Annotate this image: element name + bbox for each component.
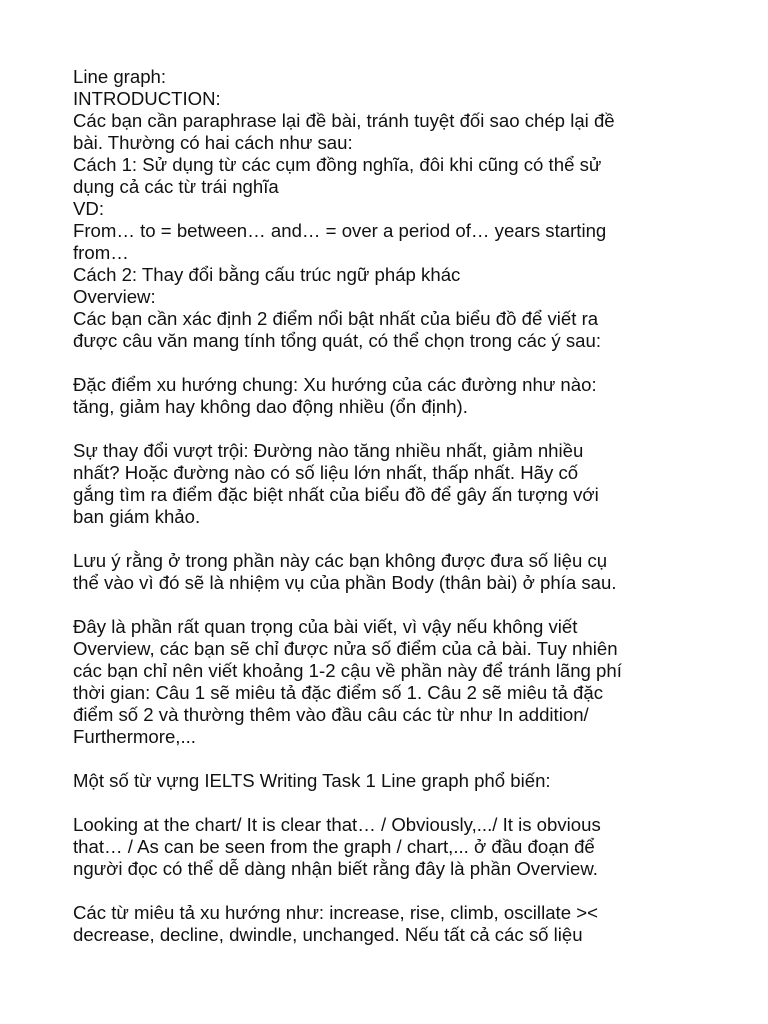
text-line: Overview: (73, 286, 156, 307)
text-line: được câu văn mang tính tổng quát, có thể chọn trong các ý sau: (73, 330, 602, 351)
text-line: Đây là phần rất quan trọng của bài viết, vì vậy nếu không viết (73, 616, 578, 637)
text-line: thể vào vì đó sẽ là nhiệm vụ của phần Body (thân bài) ở phía sau. (73, 572, 617, 593)
paragraph-gap (73, 352, 733, 374)
text-line: Sự thay đổi vượt trội: Đường nào tăng nhiều nhất, giảm nhiều (73, 440, 584, 461)
text-line: Looking at the chart/ It is clear that… / Obviously,.../ It is obvious (73, 814, 601, 835)
text-line: that… / As can be seen from the graph / chart,... ở đầu đoạn để (73, 836, 595, 857)
text-line: tăng, giảm hay không dao động nhiều (ổn định). (73, 396, 468, 417)
text-line: from… (73, 242, 129, 263)
text-line: Các bạn cần paraphrase lại đề bài, tránh tuyệt đối sao chép lại đề (73, 110, 615, 131)
text-line: Lưu ý rằng ở trong phần này các bạn không được đưa số liệu cụ (73, 550, 608, 571)
text-line: INTRODUCTION: (73, 88, 221, 109)
text-line: ban giám khảo. (73, 506, 201, 527)
text-line: Đặc điểm xu hướng chung: Xu hướng của các đường như nào: (73, 374, 597, 395)
text-line: thời gian: Câu 1 sẽ miêu tả đặc điểm số 1. Câu 2 sẽ miêu tả đặc (73, 682, 604, 703)
text-line: Cách 2: Thay đổi bằng cấu trúc ngữ pháp khác (73, 264, 461, 285)
text-line: Các từ miêu tả xu hướng như: increase, rise, climb, oscillate >< (73, 902, 598, 923)
paragraph-gap (73, 880, 733, 902)
paragraph-gap (73, 418, 733, 440)
text-line: Một số từ vựng IELTS Writing Task 1 Line graph phổ biến: (73, 770, 551, 791)
text-line: gắng tìm ra điểm đặc biệt nhất của biểu đồ để gây ấn tượng với (73, 484, 599, 505)
document-body (73, 66, 733, 946)
text-line: dụng cả các từ trái nghĩa (73, 176, 279, 197)
text-line: người đọc có thể dễ dàng nhận biết rằng đây là phần Overview. (73, 858, 598, 879)
text-line: Cách 1: Sử dụng từ các cụm đồng nghĩa, đôi khi cũng có thể sử (73, 154, 602, 175)
paragraph-gap (73, 594, 733, 616)
text-line: Các bạn cần xác định 2 điểm nổi bật nhất của biểu đồ để viết ra (73, 308, 599, 329)
text-line: bài. Thường có hai cách như sau: (73, 132, 353, 153)
text-line: decrease, decline, dwindle, unchanged. Nếu tất cả các số liệu (73, 924, 583, 945)
paragraph-gap (73, 748, 733, 770)
text-line: From… to = between… and… = over a period of… years starting (73, 220, 607, 241)
text-line: các bạn chỉ nên viết khoảng 1-2 cậu về phần này để tránh lãng phí (73, 660, 622, 681)
text-line: Line graph: (73, 66, 167, 87)
text-line: Furthermore,... (73, 726, 196, 747)
text-line: VD: (73, 198, 104, 219)
text-line: điểm số 2 và thường thêm vào đầu câu các từ như In addition/ (73, 704, 589, 725)
paragraph-gap (73, 792, 733, 814)
text-line: nhất? Hoặc đường nào có số liệu lớn nhất, thấp nhất. Hãy cố (73, 462, 579, 483)
text-line: Overview, các bạn sẽ chỉ được nửa số điểm của cả bài. Tuy nhiên (73, 638, 618, 659)
paragraph-gap (73, 528, 733, 550)
